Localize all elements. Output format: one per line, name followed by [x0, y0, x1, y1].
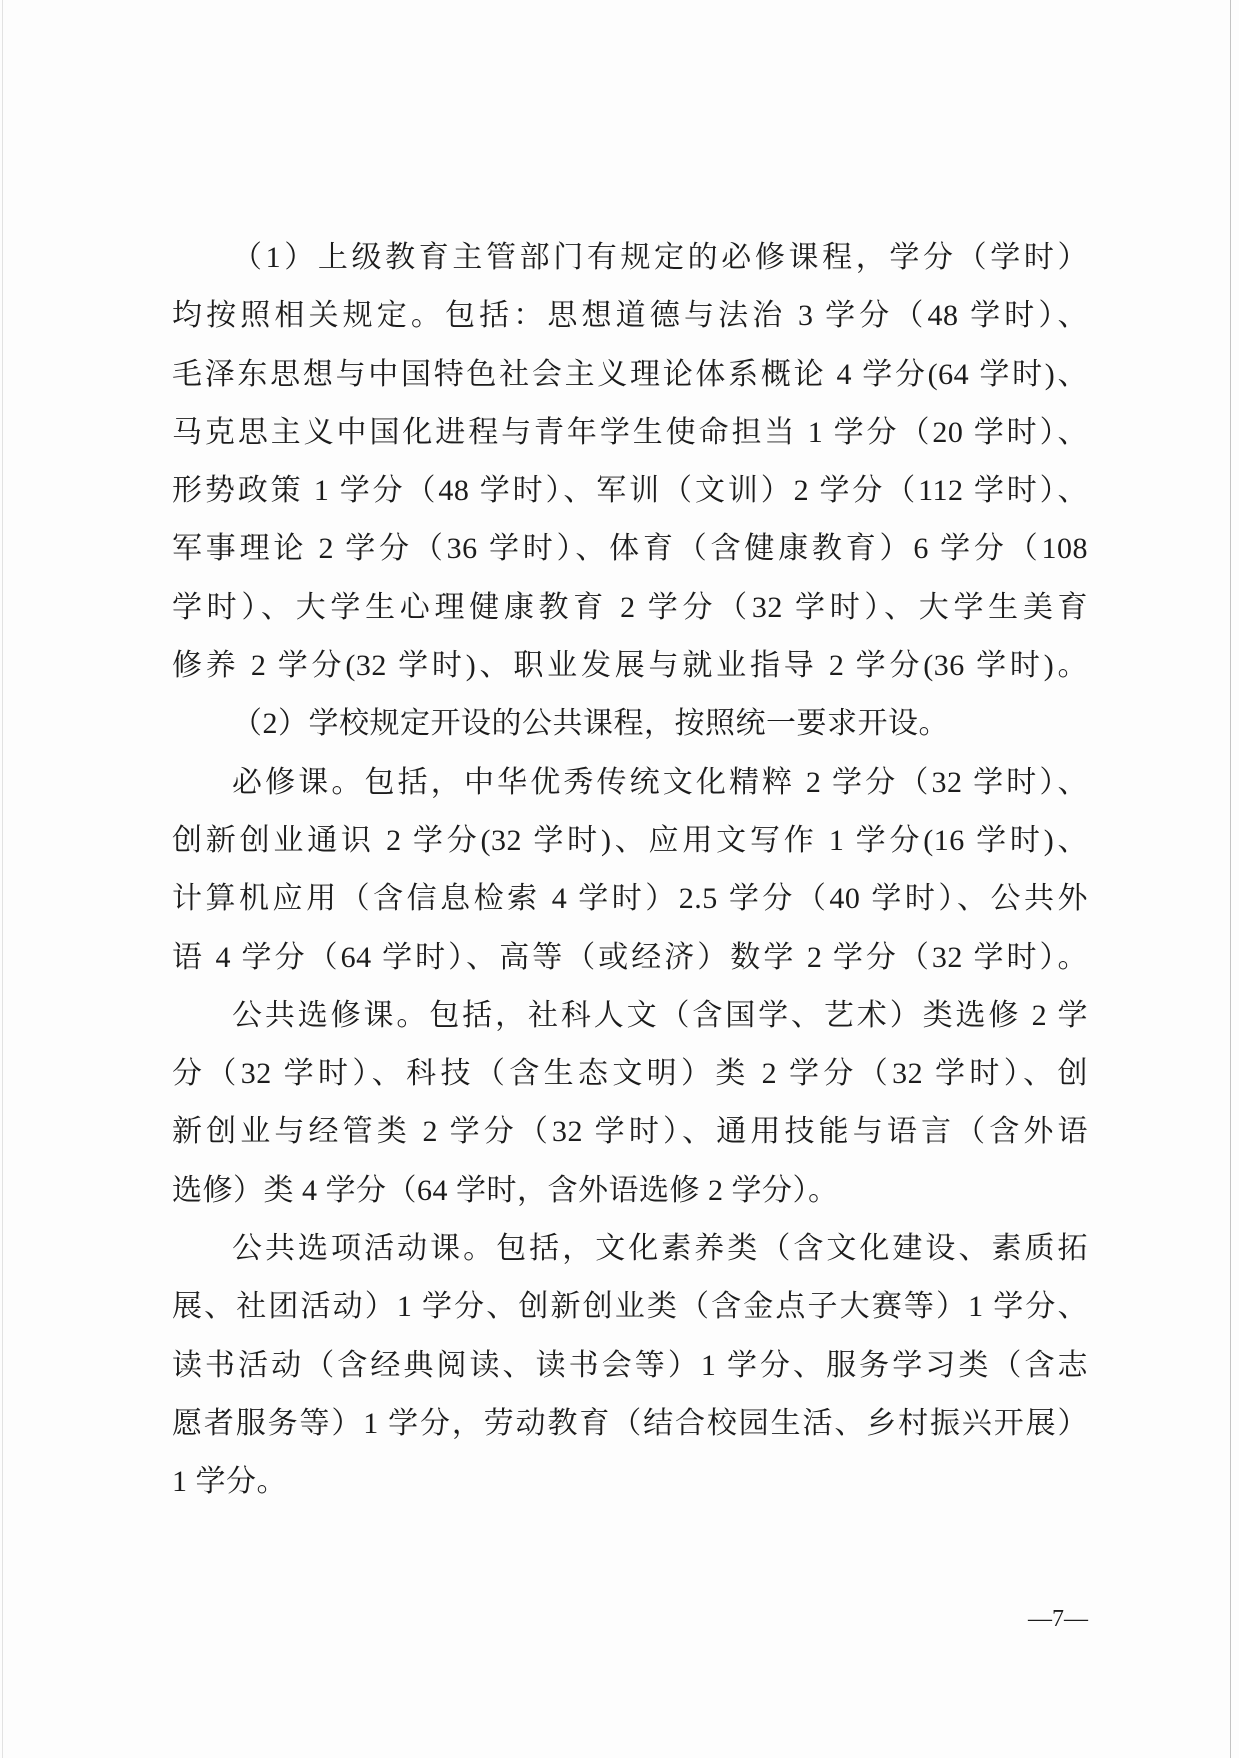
scan-edge-left [2, 0, 3, 1758]
text-line: 马克思主义中国化进程与青年学生使命担当 1 学分（20 学时）、 [172, 415, 1088, 449]
paragraph-5 [172, 1220, 1088, 1511]
text-line: 学时）、大学生心理健康教育 2 学分（32 学时）、大学生美育 [172, 590, 1088, 624]
text-line: （2）学校规定开设的公共课程，按照统一要求开设。 [232, 707, 949, 741]
text-line: 修养 2 学分(32 学时)、职业发展与就业指导 2 学分(36 学时)。 [172, 649, 1088, 683]
paragraph-2 [172, 695, 1088, 753]
text-line: 公共选修课。包括，社科人文（含国学、艺术）类选修 2 学 [232, 998, 1088, 1032]
text-line: 计算机应用（含信息检索 4 学时）2.5 学分（40 学时）、公共外 [172, 882, 1088, 916]
text-line: 形势政策 1 学分（48 学时）、军训（文训）2 学分（112 学时）、 [172, 474, 1088, 508]
text-line: 1 学分。 [172, 1465, 287, 1499]
text-line: 军事理论 2 学分（36 学时）、体育（含健康教育）6 学分（108 [172, 532, 1088, 566]
paragraph-4 [172, 987, 1088, 1220]
text-line: 均按照相关规定。包括：思想道德与法治 3 学分（48 学时）、 [172, 299, 1088, 333]
text-line: 创新创业通识 2 学分(32 学时)、应用文写作 1 学分(16 学时)、 [172, 823, 1088, 857]
paragraph-3 [172, 754, 1088, 987]
text-line: （1）上级教育主管部门有规定的必修课程，学分（学时） [232, 241, 1088, 274]
text-line: 读书活动（含经典阅读、读书会等）1 学分、服务学习类（含志 [172, 1348, 1088, 1382]
body-text [172, 229, 1088, 1512]
text-line: 新创业与经管类 2 学分（32 学时）、通用技能与语言（含外语 [172, 1115, 1088, 1149]
text-line: 公共选项活动课。包括，文化素养类（含文化建设、素质拓 [232, 1232, 1088, 1266]
text-line: 展、社团活动）1 学分、创新创业类（含金点子大赛等）1 学分、 [172, 1290, 1088, 1324]
text-line: 毛泽东思想与中国特色社会主义理论体系概论 4 学分(64 学时)、 [172, 357, 1088, 391]
paragraph-1 [172, 229, 1088, 695]
text-line: 选修）类 4 学分（64 学时，含外语选修 2 学分）。 [172, 1173, 839, 1207]
text-line: 分（32 学时）、科技（含生态文明）类 2 学分（32 学时）、创 [172, 1057, 1088, 1091]
text-line: 语 4 学分（64 学时）、高等（或经济）数学 2 学分（32 学时）。 [172, 940, 1088, 974]
page-number: —7— [1028, 1606, 1088, 1632]
text-line: 愿者服务等）1 学分，劳动教育（结合校园生活、乡村振兴开展） [172, 1406, 1088, 1440]
scan-edge-right [1230, 0, 1231, 1758]
text-line: 必修课。包括，中华优秀传统文化精粹 2 学分（32 学时）、 [232, 765, 1088, 799]
